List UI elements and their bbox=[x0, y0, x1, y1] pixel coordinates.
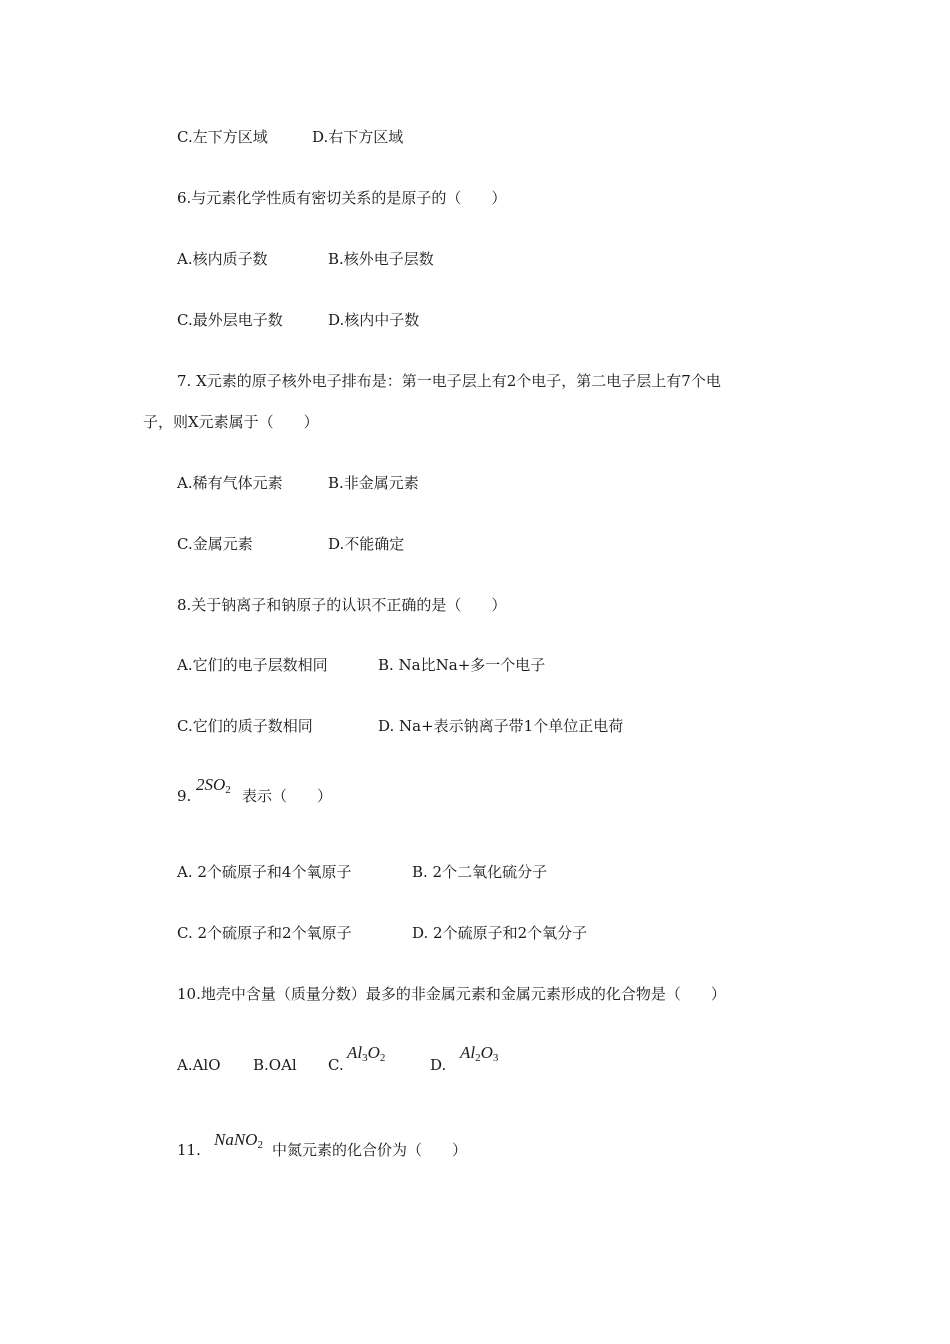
q8-option-a: A.它们的电子层数相同 bbox=[177, 656, 328, 674]
q5-option-d: D.右下方区域 bbox=[312, 128, 404, 146]
formula-nano2 bbox=[214, 1130, 263, 1151]
formula-al3o2-sub1: 3 bbox=[362, 1052, 368, 1064]
formula-al2o3-sub1: 2 bbox=[475, 1052, 481, 1064]
formula-2so2-main: 2SO bbox=[196, 775, 226, 794]
formula-al3o2-o: O bbox=[367, 1043, 380, 1062]
formula-al3o2-al: Al bbox=[347, 1043, 363, 1062]
q7-option-a: A.稀有气体元素 bbox=[177, 474, 283, 492]
q9-option-c: C. 2个硫原子和2个氧原子 bbox=[177, 924, 352, 942]
q9-option-a: A. 2个硫原子和4个氧原子 bbox=[177, 863, 352, 881]
question-8: 8.关于钠离子和钠原子的认识不正确的是（ ） bbox=[177, 596, 507, 614]
q9-option-d: D. 2个硫原子和2个氧分子 bbox=[412, 924, 588, 942]
question-7-line-1: 7. X元素的原子核外电子排布是：第一电子层上有2个电子，第二电子层上有7个电 bbox=[177, 372, 721, 390]
formula-al3o2-sub2: 2 bbox=[379, 1052, 386, 1064]
q7-option-b: B.非金属元素 bbox=[328, 474, 419, 492]
q7-option-d: D.不能确定 bbox=[328, 535, 405, 553]
formula-nano2-sub: 2 bbox=[257, 1139, 263, 1151]
q10-option-c-label: C. bbox=[328, 1056, 344, 1074]
formula-2so2 bbox=[196, 775, 231, 796]
formula-nano2-main: NaNO bbox=[214, 1130, 258, 1149]
formula-2so2-sub: 2 bbox=[225, 784, 231, 796]
formula-al2o3-sub2: 3 bbox=[492, 1052, 499, 1064]
question-9-prefix: 9. bbox=[177, 787, 192, 805]
q5-option-c: C.左下方区域 bbox=[177, 128, 268, 146]
q10-option-a: A.AlO bbox=[177, 1056, 221, 1074]
q8-option-c: C.它们的质子数相同 bbox=[177, 717, 313, 735]
question-11-suffix: 中氮元素的化合价为（ ） bbox=[272, 1141, 468, 1159]
question-9-suffix: 表示（ ） bbox=[242, 787, 333, 805]
q8-option-b: B. Na比Na+多一个电子 bbox=[378, 656, 546, 674]
question-6: 6.与元素化学性质有密切关系的是原子的（ ） bbox=[177, 189, 507, 207]
formula-al2o3-al: Al bbox=[460, 1043, 476, 1062]
q6-option-a: A.核内质子数 bbox=[177, 250, 268, 268]
q7-option-c: C.金属元素 bbox=[177, 535, 253, 553]
q6-option-b: B.核外电子层数 bbox=[328, 250, 434, 268]
formula-al2o3 bbox=[460, 1043, 498, 1064]
q9-option-b: B. 2个二氧化硫分子 bbox=[412, 863, 548, 881]
q8-option-d: D. Na+表示钠离子带1个单位正电荷 bbox=[378, 717, 624, 735]
question-7-line-2: 子，则X元素属于（ ） bbox=[143, 413, 319, 431]
formula-al3o2 bbox=[347, 1043, 385, 1064]
formula-al2o3-o: O bbox=[480, 1043, 493, 1062]
q6-option-d: D.核内中子数 bbox=[328, 311, 420, 329]
q6-option-c: C.最外层电子数 bbox=[177, 311, 283, 329]
q10-option-d-label: D. bbox=[430, 1056, 447, 1074]
question-11-prefix: 11. bbox=[177, 1141, 201, 1159]
q10-option-b: B.OAl bbox=[253, 1056, 297, 1074]
question-10: 10.地壳中含量（质量分数）最多的非金属元素和金属元素形成的化合物是（ ） bbox=[177, 985, 726, 1003]
